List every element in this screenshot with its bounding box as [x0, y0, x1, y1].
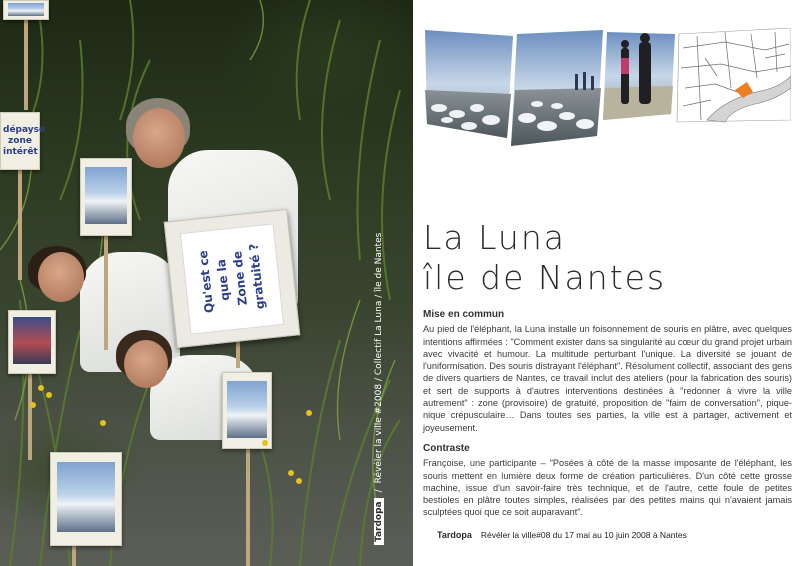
- credit-text: Révéler la ville #2008 / Collectif La Luna / île de Nantes: [374, 232, 384, 484]
- sign-line: Qu'est ce: [195, 249, 217, 314]
- section-mise-en-commun: [423, 309, 792, 434]
- section-heading: Contraste: [423, 443, 470, 454]
- credit-logo: Tardopa: [374, 498, 384, 545]
- article-page: [413, 0, 800, 566]
- photo-board-bottom-left: [50, 452, 122, 546]
- photo-board-top-left: [3, 0, 49, 20]
- small-sign-line: dépaysé: [3, 125, 46, 135]
- section-body: Françoise, une participante – "Posées à côté de la masse imposante de l'éléphant, les souris mettent en lumière deux forme de création particulières. D'un côté cette grosse machine, issue d'un savoir-faire très technique, et de l'autre, cette foule de petites bestioles en plâtre toutes simples, réalisées par des petites mains qui n'avaient jamais sculptées quoi que ce soit auparavant".: [423, 458, 792, 518]
- header-photo-collage: [425, 28, 791, 153]
- small-sign-line: zone: [8, 136, 32, 146]
- credit-separator: /: [374, 489, 384, 493]
- section-body: Au pied de l'éléphant, la Luna installe un foisonnement de souris en plâtre, avec quelques intentions affirmées : "Comment exister dans sa singularité au cœur du grand projet urbain avec vivacité et humour. La multitude perturbant l'unique. La diversité se jouant de l'uniformisation. Des souris distrayant l'éléphant". Résolument collectif, associant des gens de divers quartiers de Nantes, ce travail inclut des ateliers (pour la fabrication des souris) et sert de supports à d'autres interventions destinées à "redonner à vivre la ville autrement" : zone (provisoire) de gratuité, proposition de "faim de conversation", pique-nique crépusculaire… Dans toutes ses parties, la ville est à partager, activement et joyeusement.: [423, 324, 792, 433]
- section-heading: Mise en commun: [423, 309, 505, 320]
- vertical-credit: [372, 85, 386, 545]
- title-line-2: île de Nantes: [423, 258, 667, 297]
- text-board-left: [0, 112, 46, 170]
- photo-board-upper: [80, 158, 132, 236]
- sign-line: que la: [213, 258, 233, 302]
- article-title: [423, 218, 666, 298]
- photo-board-left-middle: [8, 310, 56, 374]
- small-sign-line: intérêt: [3, 147, 38, 157]
- footer-text: Révéler la ville#08 du 17 mai au 10 juin 2008 à Nantes: [480, 530, 687, 540]
- section-contraste: [423, 443, 792, 519]
- sign-line: Zone de: [230, 250, 250, 307]
- collage-graphic: [425, 28, 791, 153]
- gratuity-zone-sign: [164, 209, 301, 348]
- footer: [423, 526, 687, 544]
- sign-line: gratuité ?: [246, 242, 268, 310]
- tardopa-logo: Tardopa: [423, 528, 475, 542]
- title-line-1: La Luna: [423, 218, 566, 257]
- photo-board-bottom-right: [222, 372, 272, 449]
